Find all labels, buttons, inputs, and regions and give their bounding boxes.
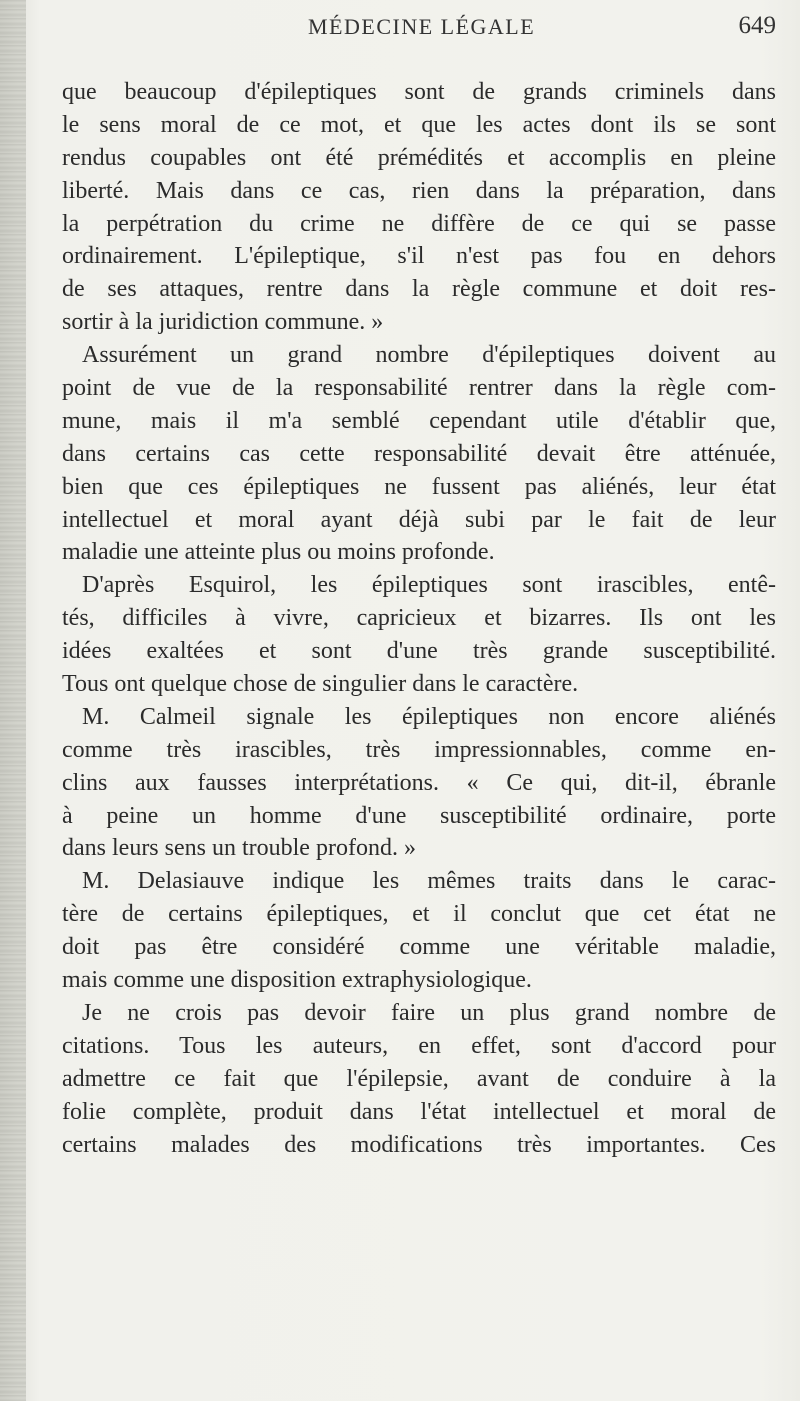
text-line: liberté. Mais dans ce cas, rien dans la préparation, dans — [62, 177, 776, 204]
text-line: idées exaltées et sont d'une très grande susceptibilité. — [62, 638, 776, 665]
text-line: bien que ces épileptiques ne fussent pas aliénés, leur état — [62, 473, 776, 500]
body-text — [62, 76, 776, 1161]
text-line: Tous ont quelque chose de singulier dans le caractère. — [62, 671, 579, 698]
page-header — [0, 10, 800, 50]
text-line: rendus coupables ont été prémédités et accomplis en pleine — [62, 144, 776, 171]
page-number: 649 — [738, 12, 776, 39]
text-line: de ses attaques, rentre dans la règle commune et doit res- — [62, 276, 776, 303]
text-line: citations. Tous les auteurs, en effet, sont d'accord pour — [62, 1032, 776, 1059]
running-head: MÉDECINE LÉGALE — [308, 14, 536, 39]
text-line: M. Calmeil signale les épileptiques non encore aliénés — [82, 703, 776, 730]
text-line: D'après Esquirol, les épileptiques sont irascibles, entê- — [82, 572, 776, 599]
text-line: tés, difficiles à vivre, capricieux et bizarres. Ils ont les — [62, 605, 776, 632]
text-line: tère de certains épileptiques, et il conclut que cet état ne — [62, 901, 776, 928]
text-line: la perpétration du crime ne diffère de ce qui se passe — [62, 210, 776, 237]
text-line: comme très irascibles, très impressionnables, comme en- — [62, 736, 776, 763]
text-line: ordinairement. L'épileptique, s'il n'est pas fou en dehors — [62, 243, 776, 270]
text-line: mais comme une disposition extraphysiologique. — [62, 967, 532, 994]
text-line: point de vue de la responsabilité rentrer dans la règle com- — [62, 375, 776, 402]
text-line: folie complète, produit dans l'état intellectuel et moral de — [62, 1098, 776, 1125]
text-line: intellectuel et moral ayant déjà subi par le fait de leur — [62, 506, 776, 533]
text-line: admettre ce fait que l'épilepsie, avant de conduire à la — [62, 1065, 776, 1092]
page-binding-edge — [0, 0, 26, 1401]
text-line: sortir à la juridiction commune. » — [62, 309, 384, 336]
text-line: dans leurs sens un trouble profond. » — [62, 835, 416, 862]
text-line: Assurément un grand nombre d'épileptiques doivent au — [82, 342, 776, 369]
text-line: le sens moral de ce mot, et que les actes dont ils se sont — [62, 111, 776, 138]
text-line: maladie une atteinte plus ou moins profonde. — [62, 539, 495, 566]
text-line: à peine un homme d'une susceptibilité ordinaire, porte — [62, 802, 776, 829]
text-line: clins aux fausses interprétations. « Ce qui, dit-il, ébranle — [62, 769, 776, 796]
text-line: Je ne crois pas devoir faire un plus grand nombre de — [82, 999, 776, 1026]
text-line: doit pas être considéré comme une véritable maladie, — [62, 934, 776, 961]
text-line: dans certains cas cette responsabilité devait être atténuée, — [62, 440, 776, 467]
text-line: certains malades des modifications très importantes. Ces — [62, 1131, 776, 1158]
text-line: M. Delasiauve indique les mêmes traits dans le carac- — [82, 868, 776, 895]
text-line: que beaucoup d'épileptiques sont de grands criminels dans — [62, 79, 776, 105]
text-line: mune, mais il m'a semblé cependant utile d'établir que, — [62, 407, 776, 434]
